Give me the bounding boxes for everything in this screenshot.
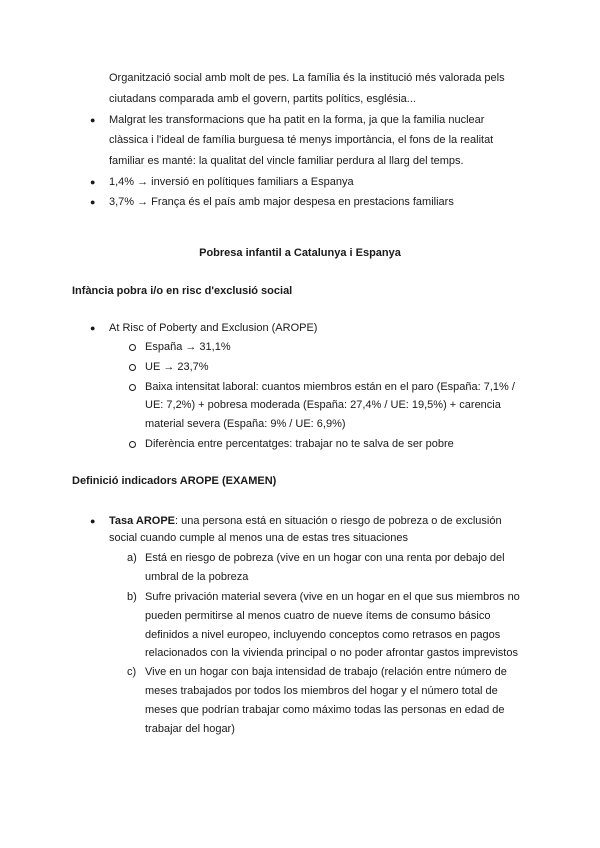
bullet-icon: ● <box>90 115 96 125</box>
list-marker-a: a) <box>127 552 137 564</box>
arope-baixa-line-3: material severa (España: 9% / UE: 6,9%) <box>145 418 346 430</box>
bullet-icon: ● <box>90 516 96 526</box>
arope-spain: España → 31,1% <box>145 341 231 353</box>
item-c-line-4: trabajar del hogar) <box>145 723 235 735</box>
bullet-icon: ● <box>90 197 96 207</box>
bullet-icon: ● <box>90 177 96 187</box>
item-a-line-1: Está en riesgo de pobreza (vive en un hogar con una renta por debajo del <box>145 552 505 564</box>
sub-bullet-icon <box>129 344 136 351</box>
bullet-3-text: 3,7% → França és el país amb major despesa en prestacions familiars <box>109 196 454 208</box>
arope-baixa-line-1: Baixa intensitat laboral: cuantos miembros están en el paro (España: 7,1% / <box>145 381 515 393</box>
arope-label: At Risc of Poberty and Exclusion (AROPE) <box>109 322 318 334</box>
intro-line-1: Organització social amb molt de pes. La família és la institució més valorada pels <box>109 72 505 84</box>
sub-bullet-icon <box>129 364 136 371</box>
section-title: Pobresa infantil a Catalunya i Espanya <box>199 247 401 259</box>
tasa-term: Tasa AROPE <box>109 515 176 527</box>
item-b-line-3: definidos a nivel europeo, incluyendo conceptos como retrasos en pagos <box>145 629 501 641</box>
heading-definicio: Definició indicadors AROPE (EXAMEN) <box>72 475 277 487</box>
item-a-line-2: umbral de la pobreza <box>145 571 249 583</box>
list-marker-b: b) <box>127 591 137 603</box>
intro-line-2: ciutadans comparada amb el govern, partits polítics, església... <box>109 93 416 105</box>
list-marker-c: c) <box>127 666 137 678</box>
bullet-1-line-1: Malgrat les transformacions que ha patit en la forma, ja que la familia nuclear <box>109 114 485 126</box>
sub-bullet-icon <box>129 384 136 391</box>
arope-diferencia: Diferència entre percentatges: trabajar no te salva de ser pobre <box>145 438 454 450</box>
bullet-2-text: 1,4% → inversió en polítiques familiars a Espanya <box>109 176 354 188</box>
bullet-1-line-2: clàssica i l'ideal de família burguesa té menys importància, el fons de la realitat <box>109 134 494 146</box>
heading-infancia: Infància pobra i/o en risc d'exclusió social <box>72 285 293 297</box>
item-c-line-1: Vive en un hogar con baja intensidad de trabajo (relación entre número de <box>145 666 507 678</box>
item-c-line-3: meses que podrían trabajar como máximo todas las personas en edad de <box>145 704 505 716</box>
tasa-line-2: social cuando cumple al menos una de estas tres situaciones <box>109 532 409 544</box>
arope-baixa-line-2: UE: 7,2%) + pobresa moderada (España: 27,4% / UE: 19,5%) + carencia <box>145 399 501 411</box>
arope-ue: UE → 23,7% <box>145 361 209 373</box>
bullet-1-line-3: familiar es manté: la qualitat del vincle familiar perdura al llarg del temps. <box>109 155 464 167</box>
tasa-definition: : una persona está en situación o riesgo de pobreza o de exclusión <box>175 515 502 527</box>
item-c-line-2: meses trabajados por todos los miembros del hogar y el número total de <box>145 685 498 697</box>
sub-bullet-icon <box>129 441 136 448</box>
item-b-line-1: Sufre privación material severa (vive en un hogar en el que sus miembros no <box>145 591 520 603</box>
bullet-icon: ● <box>90 323 96 333</box>
item-b-line-4: relacionados con la vivienda principal o no poder afrontar gastos imprevistos <box>145 647 518 659</box>
item-b-line-2: pueden permitirse al menos cuatro de nueve ítems de consumo básico <box>145 610 491 622</box>
tasa-line-1 <box>109 514 502 528</box>
